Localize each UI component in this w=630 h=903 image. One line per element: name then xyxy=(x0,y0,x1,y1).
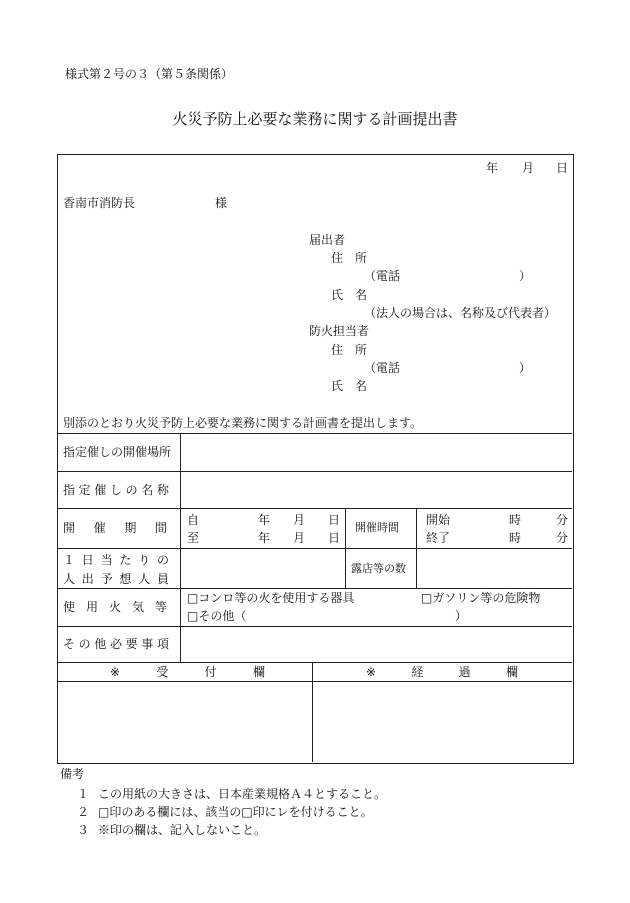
column-divider xyxy=(416,508,417,588)
fire-officer-heading: 防火担当者 xyxy=(309,324,370,338)
attendance-label-line1: １ 日 当 た り の xyxy=(63,553,169,567)
from-day: 日 xyxy=(328,513,341,527)
row-line xyxy=(57,662,572,663)
reception-header: ※ 受 付 欄 xyxy=(110,665,265,679)
other-items-label: そ の 他 必 要 事 項 xyxy=(63,637,169,651)
notifier-address-label: 住 所 xyxy=(331,251,368,265)
row-line xyxy=(57,471,572,472)
fire-officer-phone-close: ） xyxy=(519,361,532,375)
statement: 別添のとおり火災予防上必要な業務に関する計画書を提出します。 xyxy=(63,416,423,430)
end-label: 終了 xyxy=(426,531,451,545)
row-line xyxy=(57,433,572,434)
date-day: 日 xyxy=(556,161,569,175)
notifier-name-label: 氏 名 xyxy=(331,288,368,302)
note-text: ※印の欄は、記入しないこと。 xyxy=(98,823,267,837)
from-month: 月 xyxy=(293,513,306,527)
venue-label: 指定催しの開催場所 xyxy=(63,445,172,459)
end-hour: 時 xyxy=(509,531,522,545)
row-line xyxy=(57,588,572,589)
start-label: 開始 xyxy=(426,513,451,527)
end-minute: 分 xyxy=(556,531,569,545)
note-text: □印のある欄には、該当の□印にレを付けること。 xyxy=(98,805,373,819)
period-label: 開 催 期 間 xyxy=(63,521,167,535)
row-line xyxy=(57,681,572,682)
notes-heading: 備考 xyxy=(60,767,85,781)
row-line xyxy=(57,508,572,509)
to-month: 月 xyxy=(293,531,306,545)
notifier-phone-close: ） xyxy=(519,269,532,283)
checkbox-stove-equipment[interactable]: □コンロ等の火を使用する器具 xyxy=(187,591,355,605)
addressee: 香南市消防長 xyxy=(63,196,136,210)
fire-officer-phone-label: （電話 xyxy=(364,361,401,375)
column-divider xyxy=(312,662,313,762)
progress-header: ※ 経 過 欄 xyxy=(366,665,518,679)
note-number: ３ xyxy=(77,823,90,837)
note-number: ２ xyxy=(77,805,90,819)
date-month: 月 xyxy=(522,161,535,175)
label-column-divider xyxy=(180,433,181,662)
date-year: 年 xyxy=(486,161,499,175)
note-text: この用紙の大きさは、日本産業規格Ａ４とすること。 xyxy=(98,787,387,801)
period-from-label: 自 xyxy=(187,513,200,527)
start-hour: 時 xyxy=(509,513,522,527)
start-minute: 分 xyxy=(556,513,569,527)
note-number: １ xyxy=(77,787,90,801)
form-number: 様式第２号の３（第５条関係） xyxy=(65,67,234,81)
column-divider xyxy=(345,508,346,588)
to-day: 日 xyxy=(328,531,341,545)
addressee-honorific: 様 xyxy=(215,196,228,210)
stalls-label: 露店等の数 xyxy=(351,562,406,575)
fire-use-label: 使 用 火 気 等 xyxy=(63,600,167,614)
checkbox-other[interactable]: □その他（ xyxy=(187,609,247,623)
event-name-label: 指 定 催 し の 名 称 xyxy=(63,483,169,497)
row-line xyxy=(57,626,572,627)
attendance-label-line2: 人 出 予 想 人 員 xyxy=(63,572,169,586)
fire-officer-address-label: 住 所 xyxy=(331,343,368,357)
to-year: 年 xyxy=(258,531,271,545)
checkbox-hazardous-materials[interactable]: □ガソリン等の危険物 xyxy=(421,591,541,605)
notifier-heading: 届出者 xyxy=(309,233,346,247)
notifier-phone-label: （電話 xyxy=(364,269,401,283)
other-close-paren: ） xyxy=(455,609,468,623)
row-line xyxy=(57,548,572,549)
hours-label: 開催時間 xyxy=(355,521,399,534)
from-year: 年 xyxy=(258,513,271,527)
fire-officer-name-label: 氏 名 xyxy=(331,379,368,393)
period-to-label: 至 xyxy=(187,531,200,545)
corp-note: （法人の場合は、名称及び代表者） xyxy=(364,306,557,320)
form-title: 火災予防上必要な業務に関する計画提出書 xyxy=(172,110,458,128)
